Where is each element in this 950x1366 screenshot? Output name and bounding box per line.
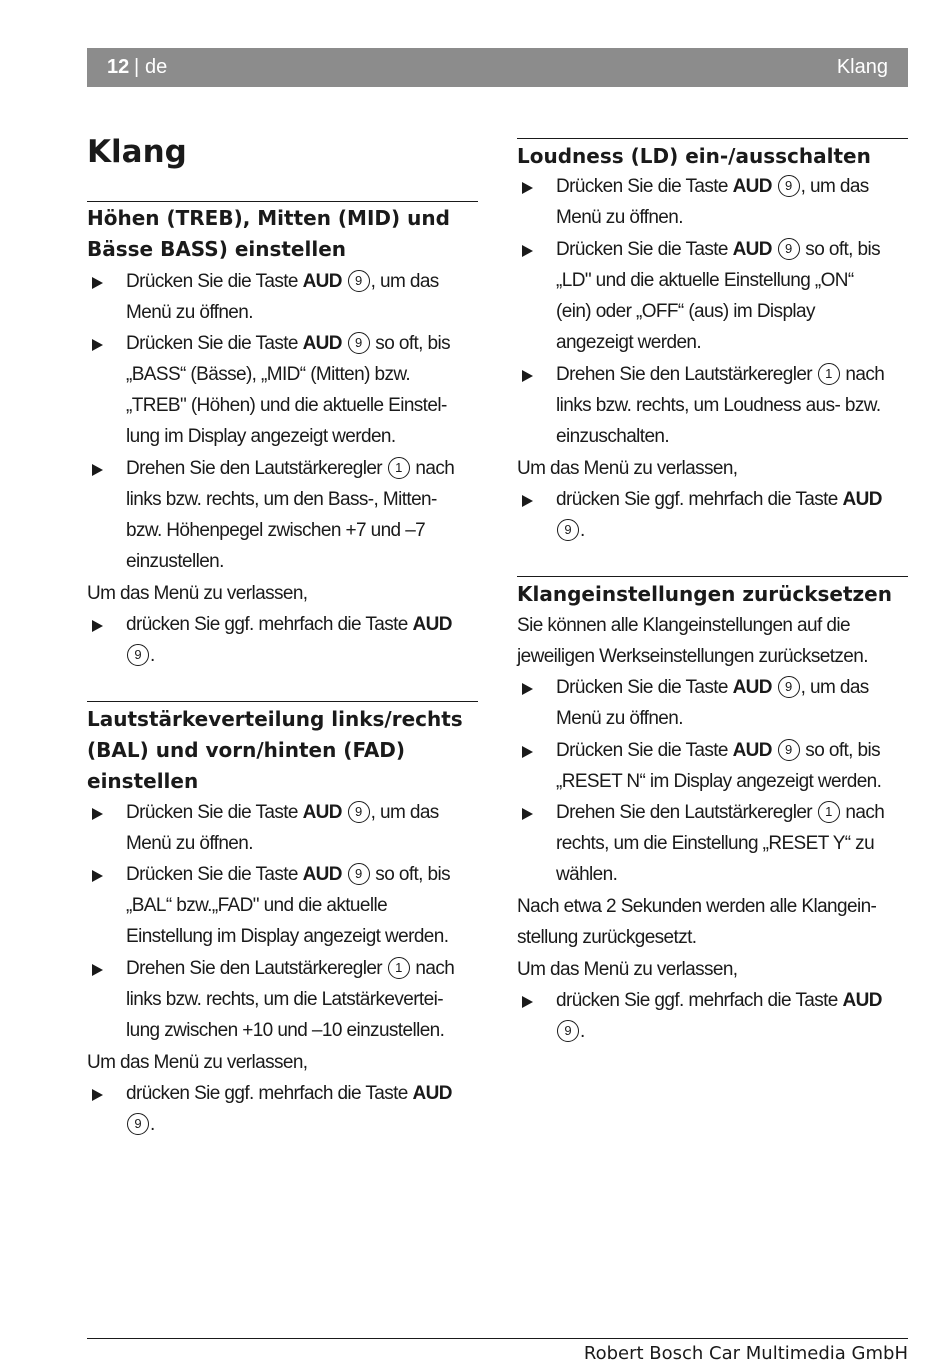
instruction-line: Einstellung im Display angezeigt werden. xyxy=(126,926,449,947)
aud-key: AUD xyxy=(842,990,882,1011)
instruction-line: „BASS“ (Bässe), „MID“ (Mitten) bzw. xyxy=(126,364,411,385)
instruction-line: Drehen Sie den Lautstärkeregler 1 nach xyxy=(556,802,885,823)
heading-line: Bässe BASS) einstellen xyxy=(87,237,347,261)
footer-company: Robert Bosch Car Multimedia GmbH xyxy=(583,1343,908,1364)
instruction-line: Drehen Sie den Lautstärkeregler 1 nach xyxy=(556,364,885,385)
instruction-line: drücken Sie ggf. mehrfach die Taste AUD xyxy=(126,614,452,635)
instruction-line: 9 . xyxy=(556,515,585,546)
instruction-line: links bzw. rechts, um Loudness aus- bzw. xyxy=(556,395,881,416)
aud-key: AUD xyxy=(412,1083,452,1104)
instruction-line: Drücken Sie die Taste AUD 9 , um das xyxy=(126,802,439,823)
paragraph-line: Nach etwa 2 Sekunden werden alle Klangein- xyxy=(517,896,877,917)
heading-line: Lautstärkeverteilung links/rechts xyxy=(87,707,463,731)
aud-key: AUD xyxy=(732,740,772,761)
section-heading-bal-fad xyxy=(87,704,478,797)
instruction-line: angezeigt werden. xyxy=(556,332,702,353)
section-heading-treb-mid-bass xyxy=(87,203,478,265)
key-number-1-icon: 1 xyxy=(388,457,410,479)
aud-key: AUD xyxy=(302,864,342,885)
section-divider xyxy=(517,576,908,577)
section-divider xyxy=(87,701,478,702)
bullet-arrow-icon xyxy=(92,870,103,882)
section-divider xyxy=(517,138,908,139)
bullet-arrow-icon xyxy=(522,996,533,1008)
bullet-arrow-icon xyxy=(522,746,533,758)
section-divider xyxy=(87,201,478,202)
aud-key: AUD xyxy=(842,489,882,510)
exit-menu-text: Um das Menü zu verlassen, xyxy=(517,458,738,479)
key-number-1-icon: 1 xyxy=(818,363,840,385)
instruction-line: links bzw. rechts, um den Bass-, Mitten- xyxy=(126,489,437,510)
aud-key: AUD xyxy=(732,677,772,698)
language-code: de xyxy=(145,56,168,78)
bullet-arrow-icon xyxy=(92,464,103,476)
bullet-arrow-icon xyxy=(522,245,533,257)
instruction-line: drücken Sie ggf. mehrfach die Taste AUD xyxy=(556,489,882,510)
section-heading-loudness: Loudness (LD) ein-/ausschalten xyxy=(517,144,871,168)
key-number-9-icon: 9 xyxy=(778,238,800,260)
aud-key: AUD xyxy=(302,333,342,354)
paragraph-line: jeweiligen Werkseinstellungen zurücksetzen. xyxy=(517,646,868,667)
instruction-line: links bzw. rechts, um die Latstärkevertei- xyxy=(126,989,443,1010)
instruction-line: (ein) oder „OFF“ (aus) im Display xyxy=(556,301,815,322)
instruction-line: Drehen Sie den Lautstärkeregler 1 nach xyxy=(126,958,455,979)
instruction-line: lung im Display angezeigt werden. xyxy=(126,426,396,447)
heading-line: einstellen xyxy=(87,769,199,793)
aud-key: AUD xyxy=(302,802,342,823)
instruction-line: Menü zu öffnen. xyxy=(126,833,253,854)
bullet-arrow-icon xyxy=(92,277,103,289)
aud-key: AUD xyxy=(412,614,452,635)
key-number-9-icon: 9 xyxy=(778,739,800,761)
key-number-1-icon: 1 xyxy=(818,801,840,823)
instruction-line: drücken Sie ggf. mehrfach die Taste AUD xyxy=(126,1083,452,1104)
key-number-9-icon: 9 xyxy=(557,519,579,541)
key-number-9-icon: 9 xyxy=(778,175,800,197)
heading-line: Höhen (TREB), Mitten (MID) und xyxy=(87,206,450,230)
instruction-line: Drücken Sie die Taste AUD 9 so oft, bis xyxy=(126,864,451,885)
instruction-line: Menü zu öffnen. xyxy=(126,302,253,323)
header-section-title: Klang xyxy=(836,56,888,78)
instruction-line: „TREB" (Höhen) und die aktuelle Einstel- xyxy=(126,395,447,416)
bullet-arrow-icon xyxy=(522,370,533,382)
bullet-arrow-icon xyxy=(92,808,103,820)
instruction-line: rechts, um die Einstellung „RESET Y“ zu xyxy=(556,833,875,854)
instruction-line: „RESET N“ im Display angezeigt werden. xyxy=(556,771,882,792)
instruction-line: „LD" und die aktuelle Einstellung „ON“ xyxy=(556,270,854,291)
heading-line: (BAL) und vorn/hinten (FAD) xyxy=(87,738,406,762)
instruction-line: Drücken Sie die Taste AUD 9 , um das xyxy=(126,271,439,292)
instruction-line: Drücken Sie die Taste AUD 9 so oft, bis xyxy=(126,333,451,354)
key-number-9-icon: 9 xyxy=(348,801,370,823)
key-number-9-icon: 9 xyxy=(557,1020,579,1042)
section-heading-reset: Klangeinstellungen zurücksetzen xyxy=(517,582,892,606)
key-number-9-icon: 9 xyxy=(348,863,370,885)
exit-menu-text: Um das Menü zu verlassen, xyxy=(87,583,308,604)
paragraph-line: stellung zurückgesetzt. xyxy=(517,927,697,948)
footer-divider xyxy=(87,1338,908,1339)
instruction-line: einzustellen. xyxy=(126,551,224,572)
key-number-9-icon: 9 xyxy=(778,676,800,698)
bullet-arrow-icon xyxy=(92,964,103,976)
instruction-line: 9 . xyxy=(126,640,155,671)
instruction-line: Drücken Sie die Taste AUD 9 , um das xyxy=(556,176,869,197)
bullet-arrow-icon xyxy=(522,683,533,695)
bullet-arrow-icon xyxy=(522,182,533,194)
instruction-line: Drücken Sie die Taste AUD 9 so oft, bis xyxy=(556,239,881,260)
instruction-line: Drücken Sie die Taste AUD 9 so oft, bis xyxy=(556,740,881,761)
page-number: 12 xyxy=(107,56,130,78)
instruction-line: bzw. Höhenpegel zwischen +7 und –7 xyxy=(126,520,426,541)
instruction-line: 9 . xyxy=(126,1109,155,1140)
bullet-arrow-icon xyxy=(92,1089,103,1101)
page-title: Klang xyxy=(87,134,187,170)
bullet-arrow-icon xyxy=(92,339,103,351)
key-number-1-icon: 1 xyxy=(388,957,410,979)
instruction-line: einzuschalten. xyxy=(556,426,670,447)
key-number-9-icon: 9 xyxy=(348,270,370,292)
key-number-9-icon: 9 xyxy=(127,644,149,666)
instruction-line: Drücken Sie die Taste AUD 9 , um das xyxy=(556,677,869,698)
instruction-line: Drehen Sie den Lautstärkeregler 1 nach xyxy=(126,458,455,479)
aud-key: AUD xyxy=(302,271,342,292)
instruction-line: lung zwischen +10 und –10 einzustellen. xyxy=(126,1020,445,1041)
instruction-line: Menü zu öffnen. xyxy=(556,708,683,729)
instruction-line: 9 . xyxy=(556,1016,585,1047)
aud-key: AUD xyxy=(732,176,772,197)
instruction-line: „BAL“ bzw.„FAD" und die aktuelle xyxy=(126,895,388,916)
instruction-line: drücken Sie ggf. mehrfach die Taste AUD xyxy=(556,990,882,1011)
bullet-arrow-icon xyxy=(522,808,533,820)
exit-menu-text: Um das Menü zu verlassen, xyxy=(517,959,738,980)
page-header-bar xyxy=(87,48,908,87)
instruction-line: Menü zu öffnen. xyxy=(556,207,683,228)
instruction-line: wählen. xyxy=(556,864,618,885)
exit-menu-text: Um das Menü zu verlassen, xyxy=(87,1052,308,1073)
paragraph-line: Sie können alle Klangeinstellungen auf die xyxy=(517,615,850,636)
key-number-9-icon: 9 xyxy=(348,332,370,354)
bullet-arrow-icon xyxy=(92,620,103,632)
aud-key: AUD xyxy=(732,239,772,260)
key-number-9-icon: 9 xyxy=(127,1113,149,1135)
header-separator: | xyxy=(134,56,140,78)
bullet-arrow-icon xyxy=(522,495,533,507)
